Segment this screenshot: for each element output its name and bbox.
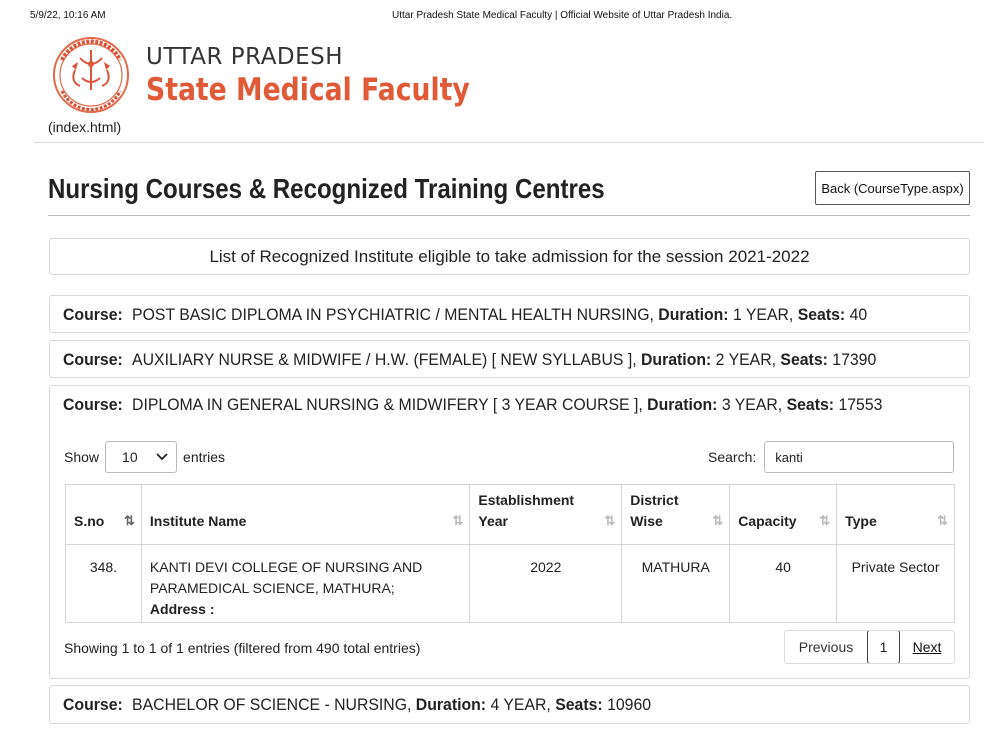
sort-icon: ⇅ [604,513,614,528]
chevron-down-icon [156,453,168,461]
page-length-select[interactable] [105,441,177,473]
home-index-link[interactable]: (index.html) [48,119,122,135]
brand-state-name: UTTAR PRADESH [146,44,344,70]
cell-capacity: 40 [730,545,837,623]
page-length-control [64,441,225,473]
sort-icon: ⇅ [712,513,722,528]
course-label: Course: [63,394,123,414]
address-label: Address : [149,601,215,617]
emblem-icon [50,36,132,114]
course-label: Course: [63,304,123,324]
column-header-establishment-year[interactable]: Establishment Year ⇅ [470,485,622,545]
course-duration: 2 YEAR [715,349,772,369]
cell-establishment-year: 2022 [470,545,622,623]
seats-label: Seats: [780,349,828,369]
table-info-text: Showing 1 to 1 of 1 entries (filtered from 490 total entries) [64,640,421,656]
course-duration: 3 YEAR [721,394,778,414]
column-header-type[interactable]: Type ⇅ [837,485,955,545]
print-date: 5/9/22, 10:16 AM [30,10,106,21]
current-page-button[interactable]: 1 [867,630,900,664]
institute-name-line2: PARAMEDICAL SCIENCE, MATHURA; [149,580,395,596]
header-divider [34,142,984,143]
course-name: DIPLOMA IN GENERAL NURSING & MIDWIFERY [ 3 YEAR COURSE ] [132,394,639,414]
print-header [0,10,1000,24]
upsmf-emblem-logo[interactable] [50,36,132,114]
column-header-institute[interactable]: Institute Name ⇅ [141,485,469,545]
institutes-table [65,484,955,623]
course-header[interactable]: Course: BACHELOR OF SCIENCE - NURSING , Duration: 4 YEAR , Seats: 10960 [63,694,652,714]
course-header[interactable]: Course: POST BASIC DIPLOMA IN PSYCHIATRIC / MENTAL HEALTH NURSING , Duration: 1 YEAR , Seats: 40 [63,304,868,324]
show-label: Show [64,449,100,465]
course-name: BACHELOR OF SCIENCE - NURSING [132,694,408,714]
previous-page-button[interactable]: Previous [798,639,854,655]
entries-label: entries [183,449,226,465]
institute-name-line1: KANTI DEVI COLLEGE OF NURSING AND [149,559,423,575]
course-duration: 1 YEAR [732,304,789,324]
search-control [708,441,954,473]
course-seats: 40 [849,304,868,324]
cell-institute [141,545,469,623]
sort-icon: ⇅ [452,513,462,528]
table-header-row [66,485,955,545]
sort-asc-icon: ⇅ [124,513,133,528]
duration-label: Duration: [415,694,487,714]
search-input-value: kanti [775,449,803,465]
course-seats: 17553 [838,394,883,414]
session-info-box [49,238,970,275]
seats-label: Seats: [555,694,603,714]
search-input[interactable] [764,441,954,473]
course-panel[interactable] [49,295,970,333]
next-page-button[interactable]: Next [912,639,942,655]
course-label: Course: [63,349,123,369]
column-header-district[interactable]: District Wise ⇅ [622,485,730,545]
course-name: POST BASIC DIPLOMA IN PSYCHIATRIC / MENTAL HEALTH NURSING [132,304,650,324]
seats-label: Seats: [786,394,835,414]
brand-faculty-name: State Medical Faculty [146,72,470,108]
session-info-text: List of Recognized Institute eligible to take admission for the session 2021-2022 [209,246,810,266]
title-divider [48,215,970,216]
back-button[interactable]: Back (CourseType.aspx) [815,171,970,205]
course-panel[interactable] [49,685,970,724]
course-header[interactable]: Course: DIPLOMA IN GENERAL NURSING & MIDWIFERY [ 3 YEAR COURSE ] , Duration: 3 YEAR , Seats: 17553 [63,394,883,414]
course-panel[interactable] [49,340,970,378]
cell-district: MATHURA [622,545,730,623]
course-header[interactable]: Course: AUXILIARY NURSE & MIDWIFE / H.W. (FEMALE) [ NEW SYLLABUS ] , Duration: 2 YEAR , Seats: 17390 [63,349,877,369]
print-page-title: Uttar Pradesh State Medical Faculty | Official Website of Uttar Pradesh India. [392,10,733,21]
course-name: AUXILIARY NURSE & MIDWIFE / H.W. (FEMALE) [ NEW SYLLABUS ] [132,349,633,369]
sort-icon: ⇅ [819,513,829,528]
page-title: Nursing Courses & Recognized Training Centres [48,173,605,204]
search-label: Search: [708,449,757,465]
cell-type: Private Sector [837,545,955,623]
cell-sno: 348. [66,545,142,623]
seats-label: Seats: [797,304,846,324]
course-seats: 10960 [607,694,652,714]
column-header-capacity[interactable]: Capacity ⇅ [730,485,837,545]
column-header-sno[interactable]: S.no ⇅ [66,485,142,545]
page-length-value: 10 [122,449,138,465]
duration-label: Duration: [641,349,712,369]
course-duration: 4 YEAR [490,694,547,714]
duration-label: Duration: [658,304,729,324]
sort-icon: ⇅ [937,513,946,528]
course-label: Course: [63,694,123,714]
course-seats: 17390 [832,349,877,369]
duration-label: Duration: [647,394,718,414]
table-row [66,545,955,623]
pagination [784,630,955,664]
